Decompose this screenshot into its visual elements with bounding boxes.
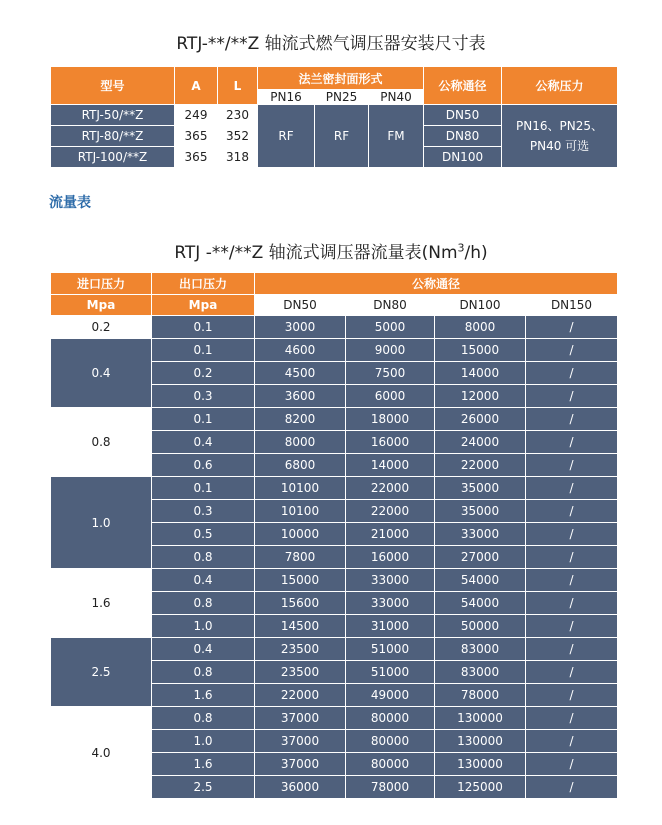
dn50-flow-cell: 14500 [255, 615, 346, 638]
dn80-flow-cell: 9000 [346, 339, 435, 362]
dn100-flow-cell: 8000 [435, 316, 526, 339]
installation-table-title: RTJ-**/**Z 轴流式燃气调压器安装尺寸表 [176, 34, 486, 54]
flow-title-end: /h) [464, 243, 488, 263]
l-cell: 318 [218, 147, 258, 168]
dn150-flow-cell: / [526, 316, 618, 339]
dn100-flow-cell: 50000 [435, 615, 526, 638]
header-nominal-diameter: 公称通径 [255, 273, 618, 295]
outlet-pressure-cell: 1.6 [152, 753, 255, 776]
header-model: 型号 [51, 67, 175, 105]
dn150-flow-cell: / [526, 385, 618, 408]
dn80-flow-cell: 80000 [346, 730, 435, 753]
outlet-pressure-cell: 0.1 [152, 339, 255, 362]
dn100-flow-cell: 12000 [435, 385, 526, 408]
dn50-flow-cell: 37000 [255, 730, 346, 753]
outlet-pressure-cell: 0.1 [152, 477, 255, 500]
outlet-pressure-cell: 0.3 [152, 385, 255, 408]
dn80-flow-cell: 31000 [346, 615, 435, 638]
table-row [51, 105, 618, 126]
table-row [51, 477, 618, 500]
outlet-pressure-cell: 0.1 [152, 316, 255, 339]
dn80-flow-cell: 6000 [346, 385, 435, 408]
outlet-pressure-cell: 0.2 [152, 362, 255, 385]
header-pn16: PN16 [258, 90, 315, 105]
header-outlet-pressure: 出口压力 [152, 273, 255, 295]
inlet-pressure-cell: 1.0 [51, 477, 152, 569]
header-dn50: DN50 [255, 295, 346, 316]
header-l: L [218, 67, 258, 105]
outlet-pressure-cell: 0.8 [152, 661, 255, 684]
dn150-flow-cell: / [526, 546, 618, 569]
dn100-flow-cell: 26000 [435, 408, 526, 431]
dn50-flow-cell: 6800 [255, 454, 346, 477]
dn150-flow-cell: / [526, 500, 618, 523]
dn50-flow-cell: 3600 [255, 385, 346, 408]
inlet-pressure-cell: 1.6 [51, 569, 152, 638]
dn80-flow-cell: 16000 [346, 431, 435, 454]
dn150-flow-cell: / [526, 339, 618, 362]
model-cell: RTJ-50/**Z [51, 105, 175, 126]
a-cell: 249 [175, 105, 218, 126]
dn150-flow-cell: / [526, 753, 618, 776]
dn80-flow-cell: 80000 [346, 753, 435, 776]
dn150-flow-cell: / [526, 408, 618, 431]
inlet-pressure-cell: 4.0 [51, 707, 152, 799]
dn150-flow-cell: / [526, 569, 618, 592]
header-nominal-pressure: 公称压力 [502, 67, 618, 105]
dn-cell: DN50 [424, 105, 502, 126]
dn50-flow-cell: 10100 [255, 477, 346, 500]
dn100-flow-cell: 130000 [435, 730, 526, 753]
dn150-flow-cell: / [526, 684, 618, 707]
installation-dimension-table [50, 66, 618, 168]
outlet-pressure-cell: 0.8 [152, 592, 255, 615]
dn50-flow-cell: 23500 [255, 661, 346, 684]
inlet-pressure-cell: 0.2 [51, 316, 152, 339]
flow-title-text: RTJ -**/**Z 轴流式调压器流量表(Nm [174, 243, 458, 263]
dn100-flow-cell: 54000 [435, 569, 526, 592]
dn100-flow-cell: 83000 [435, 638, 526, 661]
model-cell: RTJ-80/**Z [51, 126, 175, 147]
dn50-flow-cell: 15600 [255, 592, 346, 615]
dn50-flow-cell: 4600 [255, 339, 346, 362]
dn50-flow-cell: 37000 [255, 753, 346, 776]
dn50-flow-cell: 7800 [255, 546, 346, 569]
flow-table-body [51, 316, 618, 799]
model-cell: RTJ-100/**Z [51, 147, 175, 168]
outlet-pressure-cell: 0.5 [152, 523, 255, 546]
header-dn150: DN150 [526, 295, 618, 316]
outlet-pressure-cell: 0.8 [152, 707, 255, 730]
dn80-flow-cell: 7500 [346, 362, 435, 385]
dn150-flow-cell: / [526, 362, 618, 385]
dn50-flow-cell: 23500 [255, 638, 346, 661]
header-inlet-pressure: 进口压力 [51, 273, 152, 295]
dn80-flow-cell: 49000 [346, 684, 435, 707]
dn-cell: DN80 [424, 126, 502, 147]
dn100-flow-cell: 130000 [435, 707, 526, 730]
outlet-pressure-cell: 1.0 [152, 615, 255, 638]
dn150-flow-cell: / [526, 592, 618, 615]
dn50-flow-cell: 22000 [255, 684, 346, 707]
pressure-cell: PN16、PN25、PN40 可选 [502, 105, 618, 168]
dn-cell: DN100 [424, 147, 502, 168]
dn150-flow-cell: / [526, 523, 618, 546]
dn100-flow-cell: 54000 [435, 592, 526, 615]
inlet-pressure-cell: 2.5 [51, 638, 152, 707]
outlet-pressure-cell: 0.1 [152, 408, 255, 431]
dn100-flow-cell: 14000 [435, 362, 526, 385]
dn80-flow-cell: 51000 [346, 638, 435, 661]
header-dn100: DN100 [435, 295, 526, 316]
dn100-flow-cell: 35000 [435, 500, 526, 523]
dn150-flow-cell: / [526, 638, 618, 661]
dn50-flow-cell: 37000 [255, 707, 346, 730]
dn50-flow-cell: 4500 [255, 362, 346, 385]
dn80-flow-cell: 78000 [346, 776, 435, 799]
inlet-pressure-cell: 0.4 [51, 339, 152, 408]
flow-rate-table [50, 272, 618, 799]
header-pn40: PN40 [369, 90, 424, 105]
dn100-flow-cell: 24000 [435, 431, 526, 454]
dn50-flow-cell: 36000 [255, 776, 346, 799]
flow-title-superscript: 3 [457, 241, 465, 255]
dn150-flow-cell: / [526, 431, 618, 454]
dn150-flow-cell: / [526, 615, 618, 638]
dn50-flow-cell: 10000 [255, 523, 346, 546]
flange-pn16-cell: RF [258, 105, 315, 168]
dn100-flow-cell: 27000 [435, 546, 526, 569]
dn150-flow-cell: / [526, 776, 618, 799]
outlet-pressure-cell: 0.6 [152, 454, 255, 477]
l-cell: 230 [218, 105, 258, 126]
dn80-flow-cell: 33000 [346, 592, 435, 615]
dn80-flow-cell: 16000 [346, 546, 435, 569]
dn50-flow-cell: 8000 [255, 431, 346, 454]
outlet-pressure-cell: 1.6 [152, 684, 255, 707]
dn80-flow-cell: 14000 [346, 454, 435, 477]
header-a: A [175, 67, 218, 105]
dn100-flow-cell: 83000 [435, 661, 526, 684]
dn50-flow-cell: 10100 [255, 500, 346, 523]
dn80-flow-cell: 80000 [346, 707, 435, 730]
table-row [51, 408, 618, 431]
dn100-flow-cell: 33000 [435, 523, 526, 546]
outlet-pressure-cell: 0.4 [152, 569, 255, 592]
dn150-flow-cell: / [526, 454, 618, 477]
table-row [51, 569, 618, 592]
dn50-flow-cell: 15000 [255, 569, 346, 592]
outlet-pressure-cell: 1.0 [152, 730, 255, 753]
flange-pn25-cell: RF [315, 105, 369, 168]
dn80-flow-cell: 51000 [346, 661, 435, 684]
dn80-flow-cell: 33000 [346, 569, 435, 592]
table-row [51, 638, 618, 661]
a-cell: 365 [175, 126, 218, 147]
header-inlet-unit: Mpa [51, 295, 152, 316]
dn50-flow-cell: 3000 [255, 316, 346, 339]
l-cell: 352 [218, 126, 258, 147]
dn100-flow-cell: 125000 [435, 776, 526, 799]
inlet-pressure-cell: 0.8 [51, 408, 152, 477]
outlet-pressure-cell: 2.5 [152, 776, 255, 799]
dn80-flow-cell: 5000 [346, 316, 435, 339]
dn50-flow-cell: 8200 [255, 408, 346, 431]
outlet-pressure-cell: 0.4 [152, 431, 255, 454]
outlet-pressure-cell: 0.8 [152, 546, 255, 569]
outlet-pressure-cell: 0.4 [152, 638, 255, 661]
header-outlet-unit: Mpa [152, 295, 255, 316]
dn150-flow-cell: / [526, 707, 618, 730]
dn100-flow-cell: 22000 [435, 454, 526, 477]
dn150-flow-cell: / [526, 661, 618, 684]
dn100-flow-cell: 130000 [435, 753, 526, 776]
outlet-pressure-cell: 0.3 [152, 500, 255, 523]
dn80-flow-cell: 22000 [346, 500, 435, 523]
header-nominal-diameter: 公称通径 [424, 67, 502, 105]
dn100-flow-cell: 15000 [435, 339, 526, 362]
dn150-flow-cell: / [526, 477, 618, 500]
a-cell: 365 [175, 147, 218, 168]
flow-table-title [0, 238, 662, 263]
table-row [51, 339, 618, 362]
dn80-flow-cell: 18000 [346, 408, 435, 431]
header-flange: 法兰密封面形式 [258, 67, 424, 90]
dn80-flow-cell: 22000 [346, 477, 435, 500]
header-pn25: PN25 [315, 90, 369, 105]
table-row [51, 316, 618, 339]
dn100-flow-cell: 35000 [435, 477, 526, 500]
table-row [51, 707, 618, 730]
dn150-flow-cell: / [526, 730, 618, 753]
dn80-flow-cell: 21000 [346, 523, 435, 546]
flow-section-label: 流量表 [49, 195, 91, 211]
header-dn80: DN80 [346, 295, 435, 316]
flange-pn40-cell: FM [369, 105, 424, 168]
dn100-flow-cell: 78000 [435, 684, 526, 707]
